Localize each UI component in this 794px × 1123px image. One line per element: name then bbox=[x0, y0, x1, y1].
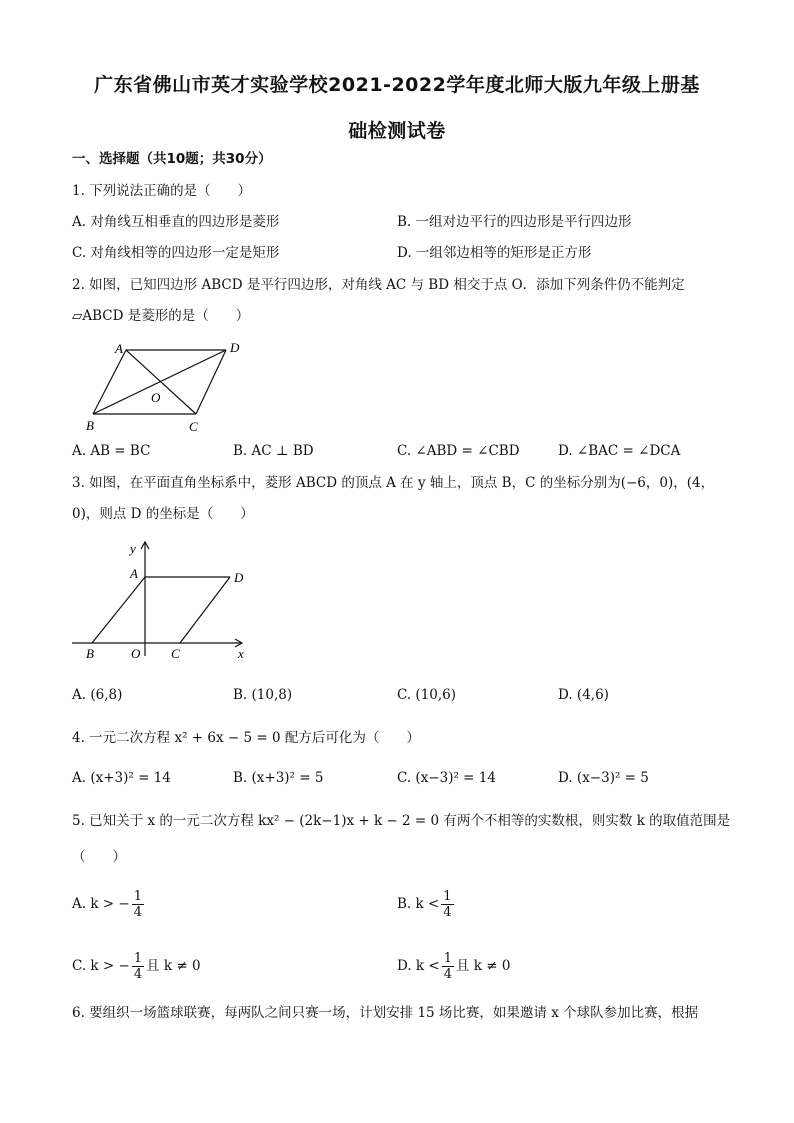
section-heading: 一、选择题（共10题；共30分） bbox=[72, 151, 272, 167]
q3-label-o: O bbox=[131, 646, 141, 661]
q2-label-o: O bbox=[151, 390, 161, 405]
q4-option-b: B. (x+3)² = 5 bbox=[233, 770, 324, 786]
fraction-numerator: 1 bbox=[443, 951, 452, 966]
q5-option-d-fraction bbox=[442, 951, 454, 982]
q5-option-d-suffix: 且 k ≠ 0 bbox=[456, 958, 511, 974]
q3-label-c: C bbox=[171, 646, 180, 661]
fraction-denominator: 4 bbox=[443, 967, 452, 982]
q2-option-b: B. AC ⊥ BD bbox=[233, 443, 314, 459]
q5-stem-line2: （ ） bbox=[72, 849, 126, 865]
fraction-numerator: 1 bbox=[443, 889, 452, 904]
q3-option-c: C. (10,6) bbox=[397, 687, 457, 703]
fraction-numerator: 1 bbox=[133, 889, 142, 904]
q1-option-c: C. 对角线相等的四边形一定是矩形 bbox=[72, 245, 280, 261]
q2-label-c: C bbox=[189, 419, 198, 434]
q3-label-x: x bbox=[238, 646, 244, 661]
q6-stem-line1: 6. 要组织一场篮球联赛，每两队之间只赛一场，计划安排 15 场比赛，如果邀请 x 个球队参加比赛，根据 bbox=[72, 1005, 699, 1021]
q3-option-b: B. (10,8) bbox=[233, 687, 293, 703]
q3-label-b: B bbox=[86, 646, 94, 661]
q4-option-a: A. (x+3)² = 14 bbox=[72, 770, 171, 786]
q5-option-c bbox=[72, 948, 201, 984]
q3-label-d: D bbox=[234, 570, 244, 585]
q4-option-c: C. (x−3)² = 14 bbox=[397, 770, 496, 786]
q3-label-y: y bbox=[130, 541, 136, 556]
q5-option-d bbox=[397, 948, 510, 984]
q3-option-d: D. (4,6) bbox=[558, 687, 609, 703]
q2-stem-line2: ▱ABCD 是菱形的是（ ） bbox=[72, 308, 250, 324]
q5-option-a-prefix: A. k > − bbox=[72, 896, 130, 912]
fraction-denominator: 4 bbox=[133, 905, 142, 920]
q2-label-a: A bbox=[115, 341, 123, 356]
q5-option-d-prefix: D. k < bbox=[397, 958, 440, 974]
q3-stem-line2: 0)，则点 D 的坐标是（ ） bbox=[72, 506, 254, 522]
q2-stem-line1: 2. 如图，已知四边形 ABCD 是平行四边形，对角线 AC 与 BD 相交于点 O．添加下列条件仍不能判定 bbox=[72, 277, 685, 293]
q1-option-a: A. 对角线互相垂直的四边形是菱形 bbox=[72, 214, 280, 230]
q1-option-d: D. 一组邻边相等的矩形是正方形 bbox=[397, 245, 592, 261]
q5-option-c-prefix: C. k > − bbox=[72, 958, 130, 974]
q2-option-d: D. ∠BAC = ∠DCA bbox=[558, 443, 681, 459]
q3-stem-line1: 3. 如图，在平面直角坐标系中，菱形 ABCD 的顶点 A 在 y 轴上，顶点 B，C 的坐标分别为(−6，0)，(4， bbox=[72, 475, 715, 491]
q4-stem: 4. 一元二次方程 x² + 6x − 5 = 0 配方后可化为（ ） bbox=[72, 730, 420, 746]
paper-title-line1: 广东省佛山市英才实验学校2021-2022学年度北师大版九年级上册基 bbox=[94, 74, 700, 96]
q5-option-a-fraction bbox=[132, 889, 144, 920]
q5-stem-line1: 5. 已知关于 x 的一元二次方程 kx² − (2k−1)x + k − 2 = 0 有两个不相等的实数根，则实数 k 的取值范围是 bbox=[72, 813, 731, 829]
q5-option-b-fraction bbox=[441, 889, 453, 920]
q5-option-c-suffix: 且 k ≠ 0 bbox=[146, 958, 201, 974]
q5-option-b-prefix: B. k < bbox=[397, 896, 440, 912]
q3-label-a: A bbox=[130, 566, 138, 581]
q2-label-b: B bbox=[86, 418, 94, 433]
paper-title-line2: 础检测试卷 bbox=[348, 120, 446, 142]
q3-coordinate-figure bbox=[70, 536, 260, 664]
fraction-numerator: 1 bbox=[133, 951, 143, 966]
q5-option-a bbox=[72, 886, 146, 922]
q2-parallelogram-figure bbox=[78, 336, 258, 436]
q2-option-a: A. AB = BC bbox=[72, 443, 151, 459]
q4-option-d: D. (x−3)² = 5 bbox=[558, 770, 649, 786]
fraction-denominator: 4 bbox=[443, 905, 452, 920]
q3-option-a: A. (6,8) bbox=[72, 687, 123, 703]
q2-option-c: C. ∠ABD = ∠CBD bbox=[397, 443, 520, 459]
q5-option-b bbox=[397, 886, 456, 922]
q2-label-d: D bbox=[230, 340, 240, 355]
fraction-denominator: 4 bbox=[133, 967, 143, 982]
q1-option-b: B. 一组对边平行的四边形是平行四边形 bbox=[397, 214, 632, 230]
q5-option-c-fraction bbox=[132, 951, 144, 982]
q1-stem: 1. 下列说法正确的是（ ） bbox=[72, 183, 252, 199]
